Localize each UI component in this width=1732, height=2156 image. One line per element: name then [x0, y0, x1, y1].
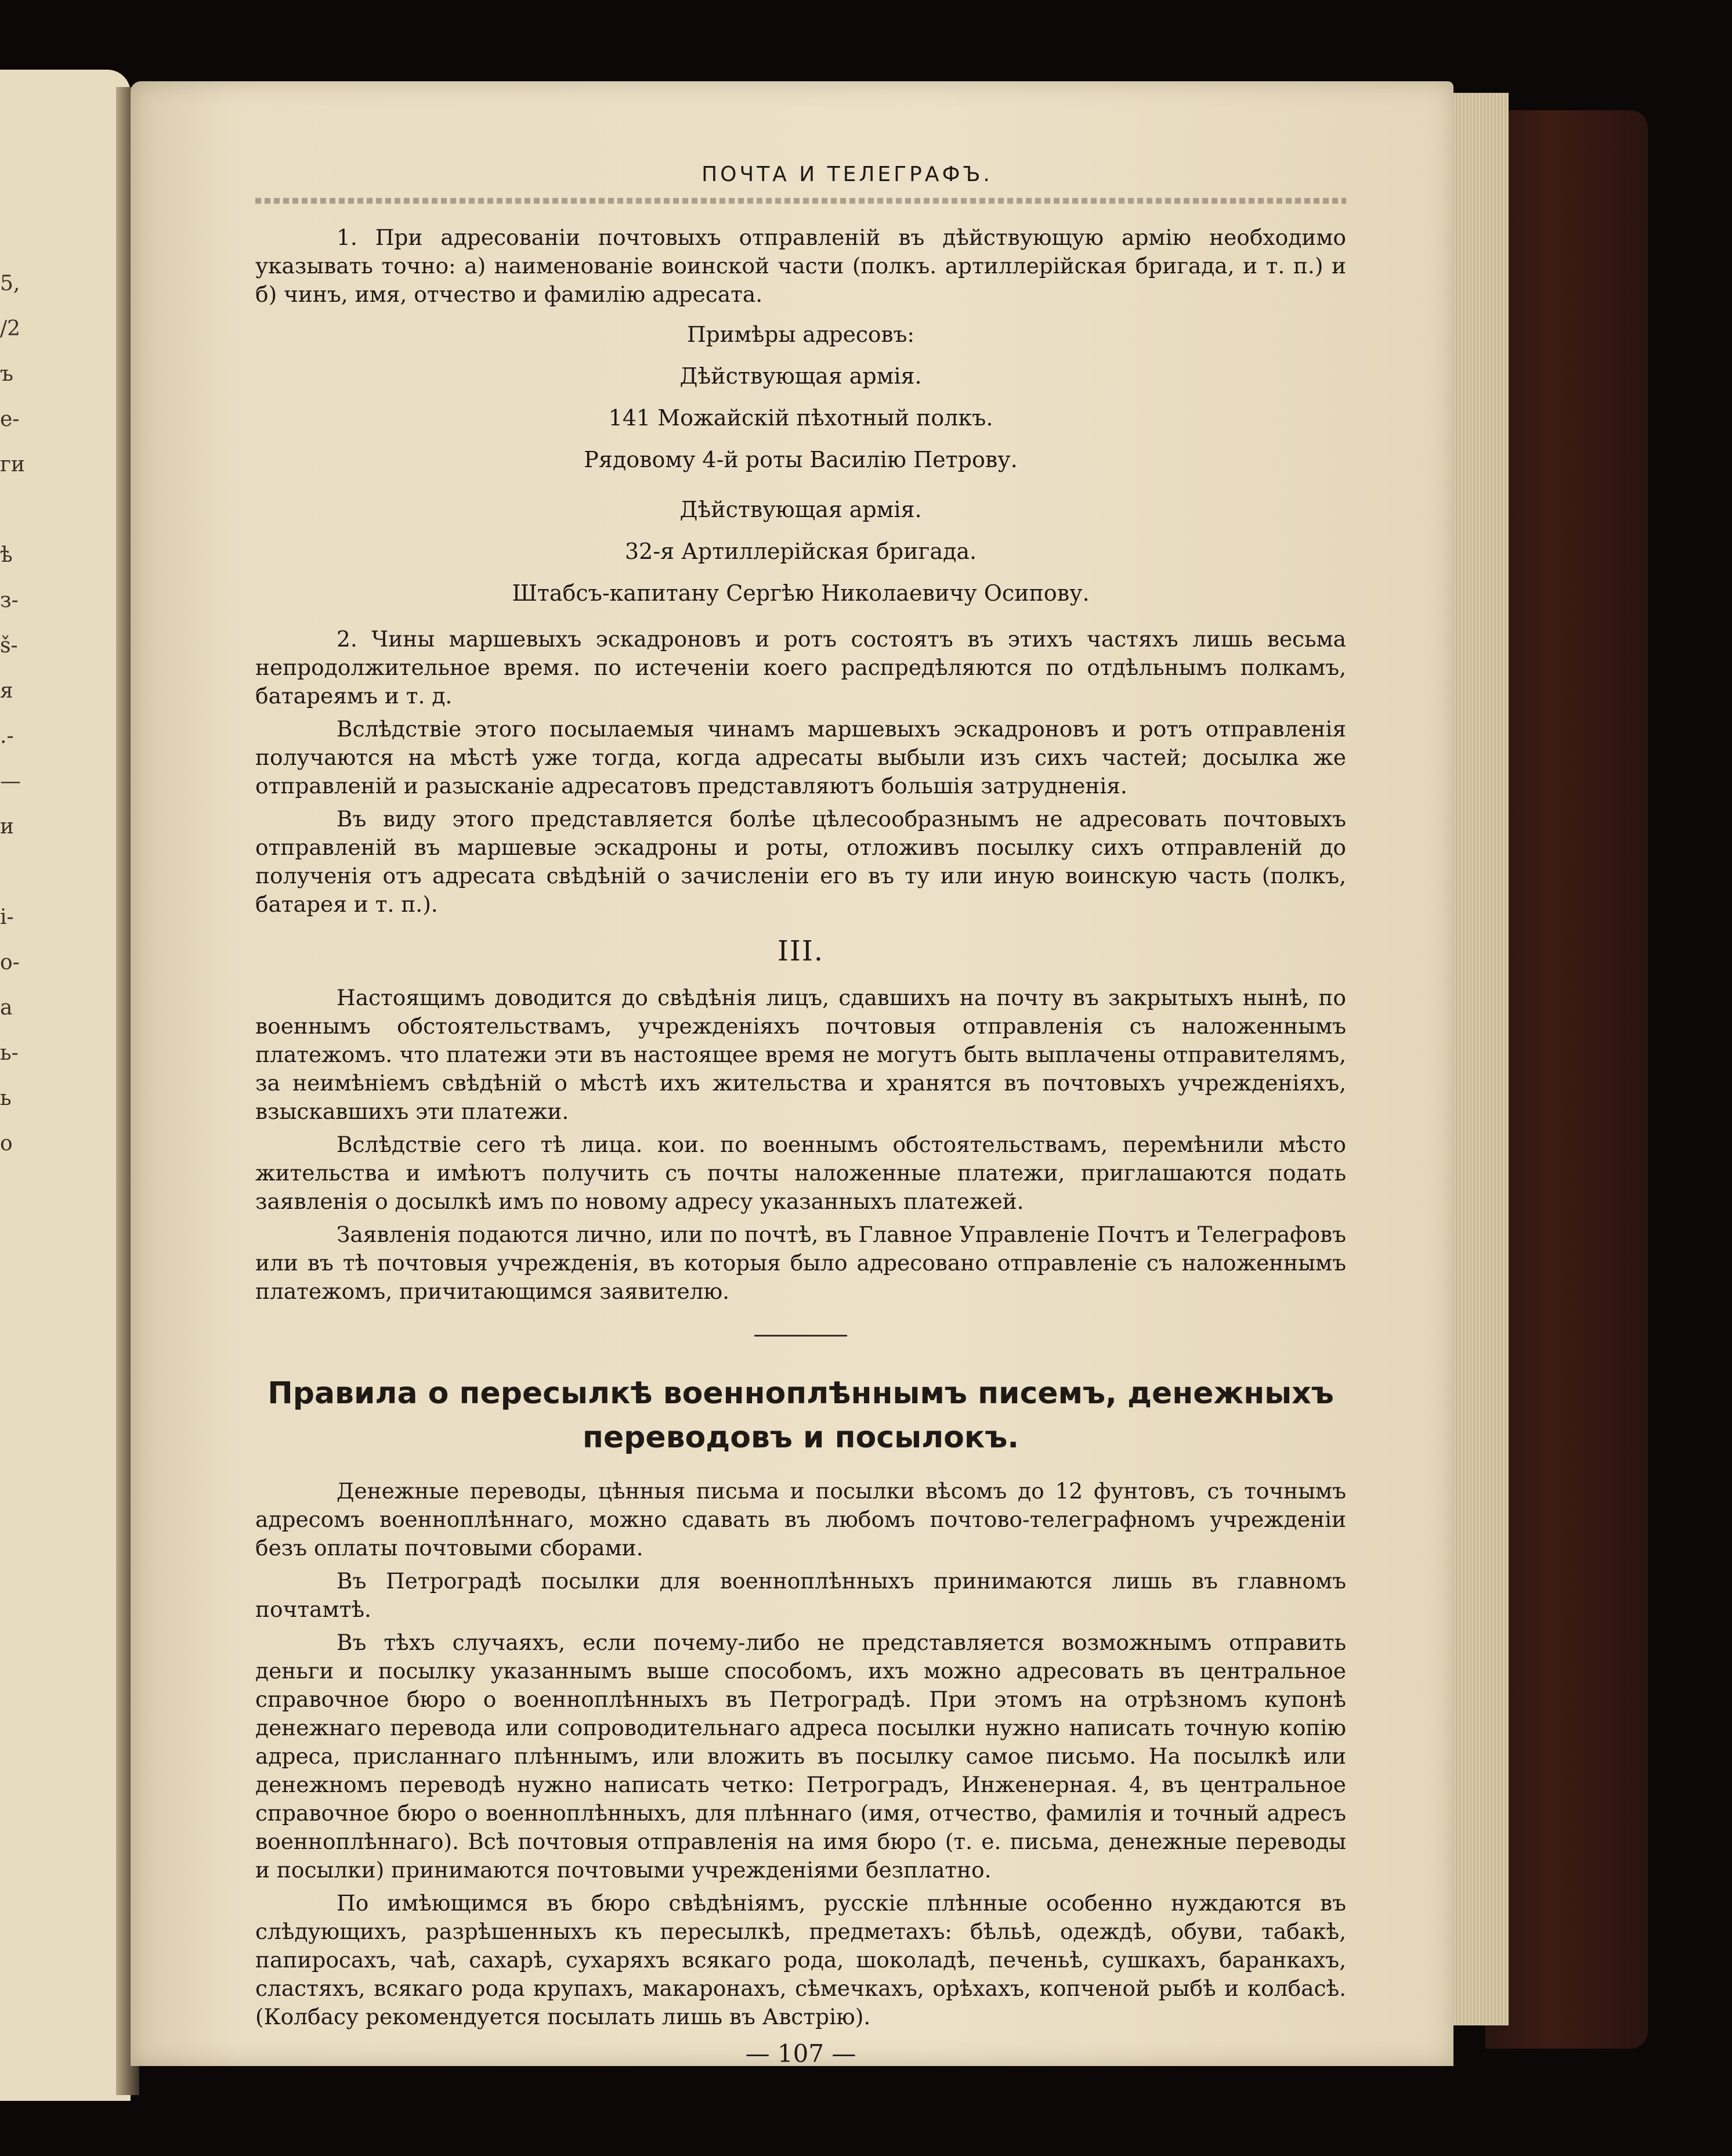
- section-divider: [754, 1335, 847, 1337]
- left-page-edge-text: [0, 261, 23, 1167]
- left-page-fragment: /2: [0, 317, 21, 341]
- section2: [255, 625, 1346, 919]
- left-page-fragment: о-: [0, 951, 20, 974]
- paragraph: Вслѣдствіе этого посылаемыя чинамъ маршевыхъ эскадроновъ и ротъ отправленія получаются на мѣстѣ уже тогда, когда адресаты выбыли изъ сихъ частей; досылка же отправленій и разысканіе адресатовъ представляютъ большія затрудненія.: [255, 716, 1346, 799]
- page-number: — 107 —: [745, 2039, 856, 2068]
- left-page-fragment: а: [0, 996, 13, 1020]
- left-page-fragment: ѣ: [0, 543, 13, 567]
- running-head: ПОЧТА И ТЕЛЕГРАФЪ.: [702, 162, 993, 186]
- left-page-fragment: ги: [0, 453, 25, 476]
- left-page-fragment: ъ: [0, 362, 13, 386]
- left-page: [0, 70, 131, 2101]
- address-line: Дѣйствующая армія.: [679, 363, 922, 389]
- paragraph: Вслѣдствіе сего тѣ лица. кои. по военнымъ обстоятельствамъ, перемѣнили мѣсто жительства и имѣютъ получить съ почты наложенные платежи, приглашаются подать заявленія о досылкѣ имъ по новому адресу указанныхъ платежей.: [255, 1132, 1346, 1214]
- paragraph: Заявленія подаются лично, или по почтѣ, въ Главное Управленіе Почтъ и Телеграфовъ или въ тѣ почтовыя учрежденія, въ которыя было адресовано отправленіе съ наложеннымъ платежомъ, причитающимся заявителю.: [255, 1222, 1346, 1304]
- left-page-fragment: я: [0, 679, 13, 703]
- left-page-fragment: 5,: [0, 272, 20, 295]
- main-title: [255, 1371, 1346, 1460]
- paragraph: Настоящимъ доводится до свѣдѣнія лицъ, сдавшихъ на почту въ закрытыхъ нынѣ, по военнымъ обстоятельствамъ, учрежденіяхъ почтовыя отправленія съ наложеннымъ платежомъ. что платежи эти въ настоящее время не могутъ быть выплачены отправителямъ, за неимѣніемъ свѣдѣній о мѣстѣ ихъ жительства и хранятся въ почтовыхъ учрежденіяхъ, взыскавшихъ эти платежи.: [255, 985, 1346, 1124]
- header-rule: [255, 198, 1346, 204]
- address-example-1: [255, 362, 1346, 474]
- left-page-fragment: [0, 487, 23, 533]
- address-example-2: [255, 495, 1346, 608]
- section3: [255, 984, 1346, 1306]
- left-page-fragment: и: [0, 815, 14, 839]
- book-cover: [1485, 110, 1648, 2049]
- address-line: Дѣйствующая армія.: [679, 497, 922, 522]
- paragraph: Въ Петроградѣ посылки для военноплѣнныхъ принимаются лишь въ главномъ почтамтѣ.: [255, 1568, 1346, 1622]
- paragraph: По имѣющимся въ бюро свѣдѣніямъ, русскіе плѣнные особенно нуждаются въ слѣдующихъ, разрѣшенныхъ къ пересылкѣ, предметахъ: бѣльѣ, одеждѣ, обуви, табакѣ, папиросахъ, чаѣ, сахарѣ, сухаряхъ всякаго рода, шоколадѣ, печеньѣ, сушкахъ, баранкахъ, сластяхъ, всякаго рода крупахъ, макаронахъ, сѣмечкахъ, орѣхахъ, копченой рыбѣ и колбасѣ. (Колбасу рекомендуется посылать лишь въ Австрію).: [255, 1890, 1346, 2029]
- page-edges: [1445, 93, 1509, 2025]
- address-line: Рядовому 4-й роты Василію Петрову.: [584, 447, 1018, 472]
- main-section: [255, 1477, 1346, 2031]
- left-page-fragment: ь-: [0, 1041, 19, 1065]
- examples-heading: Примѣры адресовъ:: [686, 322, 915, 347]
- left-page-fragment: е-: [0, 407, 20, 431]
- paragraph: 2. Чины маршевыхъ эскадроновъ и ротъ состоятъ въ этихъ частяхъ лишь весьма непродолжительное время. по истеченіи коего распредѣляются по отдѣльнымъ полкамъ, батареямъ и т. д.: [255, 626, 1346, 709]
- address-line: 141 Можайскій пѣхотный полкъ.: [608, 405, 993, 431]
- left-page-fragment: .-: [0, 724, 14, 748]
- paragraph: Въ тѣхъ случаяхъ, если почему-либо не представляется возможнымъ отправить деньги и посылку указаннымъ выше способомъ, ихъ можно адресовать въ центральное справочное бюро о военноплѣнныхъ въ Петроградѣ. При этомъ на отрѣзномъ купонѣ денежнаго перевода или сопроводительнаго адреса посылки нужно написать точную копію адреса, присланнаго плѣннымъ, или вложить въ посылку самое письмо. На посылкѣ или денежномъ переводѣ нужно написать четко: Петроградъ, Инженерная. 4, въ центральное справочное бюро о военноплѣнныхъ, для плѣннаго (имя, отчество, фамилія и точный адресъ военноплѣннаго). Всѣ почтовыя отправленія на имя бюро (т. е. письма, денежные переводы и посылки) принимаются почтовыми учрежденіями безплатно.: [255, 1630, 1346, 1883]
- address-line: Штабсъ-капитану Сергѣю Николаевичу Осипову.: [512, 580, 1090, 606]
- left-page-fragment: і-: [0, 905, 14, 929]
- left-page-fragment: —: [0, 770, 21, 793]
- left-page-fragment: š-: [0, 634, 18, 658]
- address-line: 32-я Артиллерійская бригада.: [624, 539, 977, 564]
- paragraph: Въ виду этого представляется болѣе цѣлесообразнымъ не адресовать почтовыхъ отправленій въ маршевые эскадроны и роты, отложивъ посылку сихъ отправленій до полученія отъ адресата свѣдѣній о зачисленіи его въ ту или иную воинскую часть (полкъ, батарея и т. п.).: [255, 806, 1346, 917]
- paragraph: Денежные переводы, цѣнныя письма и посылки вѣсомъ до 12 фунтовъ, съ точнымъ адресомъ военноплѣннаго, можно сдавать въ любомъ почтово-телеграфномъ учрежденіи безъ оплаты почтовыми сборами.: [255, 1478, 1346, 1561]
- left-page-fragment: [0, 850, 23, 895]
- left-page-fragment: з-: [0, 588, 19, 612]
- main-title-line: переводовъ и посылокъ.: [582, 1420, 1019, 1455]
- page-content: [255, 162, 1346, 2068]
- main-title-line: Правила о пересылкѣ военноплѣннымъ писемъ, денежныхъ: [267, 1376, 1334, 1411]
- left-page-fragment: ь: [0, 1086, 12, 1110]
- section1-paragraph: 1. При адресованіи почтовыхъ отправленій въ дѣйствующую армію необходимо указывать точно: а) наименованіе воинской части (полкъ. артиллерійская бригада, и т. п.) и б) чинъ, имя, отчество и фамилію адресата.: [255, 225, 1346, 307]
- section-number: III.: [777, 935, 825, 967]
- left-page-fragment: о: [0, 1132, 13, 1155]
